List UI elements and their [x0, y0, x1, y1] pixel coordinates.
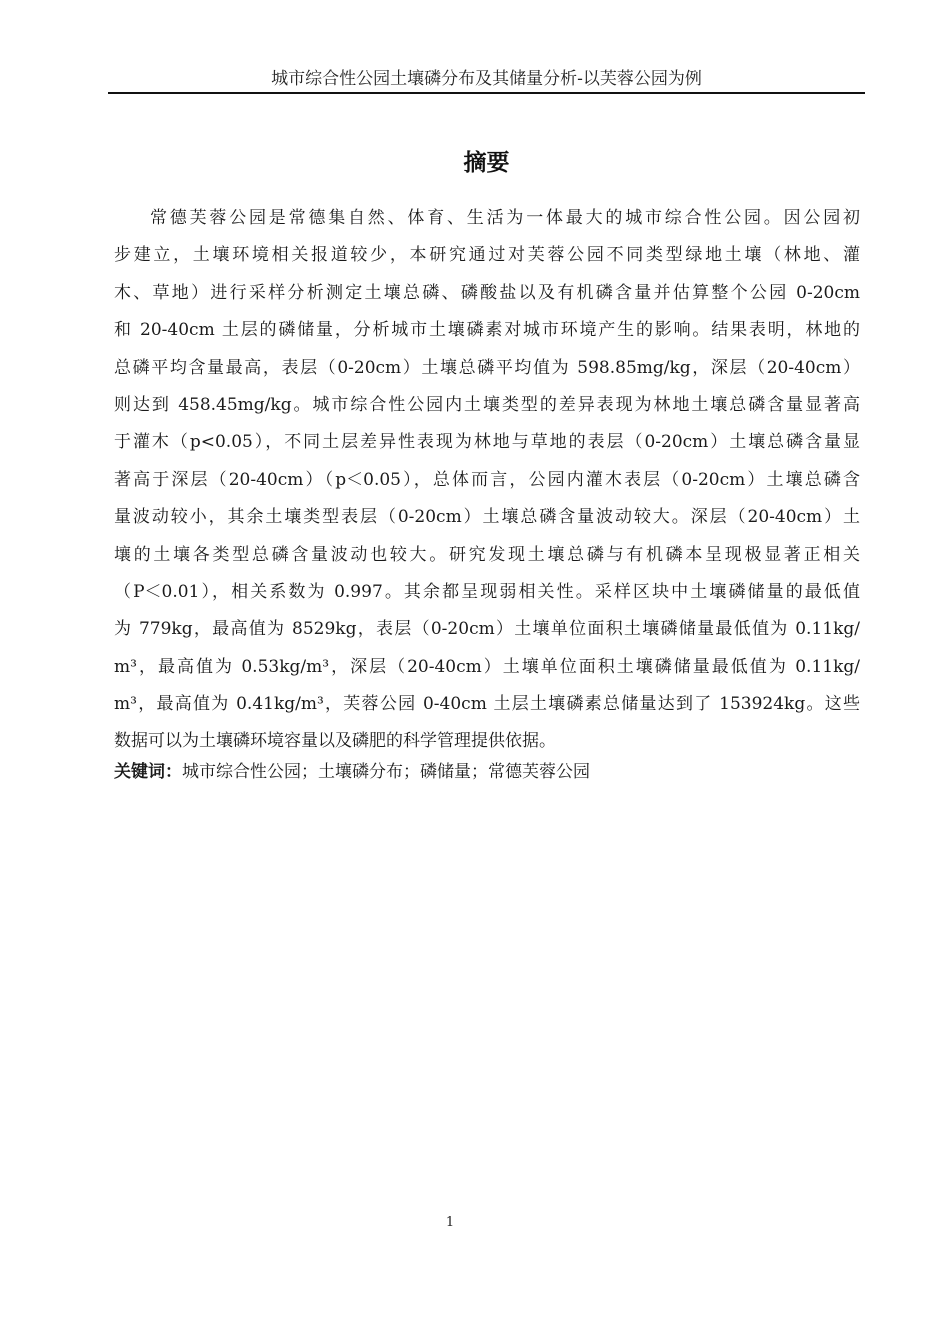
- abstract-line: 总磷平均含量最高，表层（0-20cm）土壤总磷平均值为 598.85mg/kg，深层（20-40cm）: [114, 357, 860, 378]
- abstract-line: 则达到 458.45mg/kg。城市综合性公园内土壤类型的差异表现为林地土壤总磷含量显著高: [114, 394, 860, 415]
- keywords: [114, 754, 860, 791]
- header-rule: [108, 92, 865, 94]
- abstract-line: 为 779kg，最高值为 8529kg，表层（0-20cm）土壤单位面积土壤磷储量最低值为 0.11kg/: [114, 619, 860, 640]
- keywords-label: 关键词：: [114, 762, 182, 782]
- abstract-body: [114, 200, 860, 761]
- abstract-line: 和 20-40cm 土层的磷储量，分析城市土壤磷素对城市环境产生的影响。结果表明，林地的: [114, 320, 860, 341]
- abstract-line: 量波动较小，其余土壤类型表层（0-20cm）土壤总磷含量波动较大。深层（20-40cm）土: [114, 507, 860, 528]
- abstract-line: 著高于深层（20-40cm）（p＜0.05），总体而言，公园内灌木表层（0-20cm）土壤总磷含: [114, 469, 860, 490]
- abstract-line: （P＜0.01），相关系数为 0.997。其余都呈现弱相关性。采样区块中土壤磷储量的最低值: [114, 581, 860, 602]
- abstract-line: 常德芙蓉公园是常德集自然、体育、生活为一体最大的城市综合性公园。因公园初: [150, 208, 860, 228]
- abstract-line: 木、草地）进行采样分析测定土壤总磷、磷酸盐以及有机磷含量并估算整个公园 0-20cm: [114, 282, 860, 303]
- abstract-line: m³，最高值为 0.41kg/m³，芙蓉公园 0-40cm 土层土壤磷素总储量达到了 153924kg。这些: [114, 694, 860, 715]
- abstract-line: m³，最高值为 0.53kg/m³，深层（20-40cm）土壤单位面积土壤磷储量最低值为 0.11kg/: [114, 656, 860, 677]
- running-header: 城市综合性公园土壤磷分布及其储量分析-以芙蓉公园为例: [271, 69, 702, 89]
- page-number: 1: [445, 1215, 455, 1230]
- keywords-text: 城市综合性公园；土壤磷分布；磷储量；常德芙蓉公园: [182, 762, 590, 782]
- abstract-line: 步建立，土壤环境相关报道较少，本研究通过对芙蓉公园不同类型绿地土壤（林地、灌: [114, 245, 860, 266]
- abstract-title: 摘要: [463, 150, 510, 176]
- abstract-line: 于灌木（p<0.05），不同土层差异性表现为林地与草地的表层（0-20cm）土壤总磷含量显: [114, 432, 860, 453]
- abstract-line: 壤的土壤各类型总磷含量波动也较大。研究发现土壤总磷与有机磷本呈现极显著正相关: [114, 544, 860, 565]
- abstract-line: 数据可以为土壤磷环境容量以及磷肥的科学管理提供依据。: [114, 731, 556, 752]
